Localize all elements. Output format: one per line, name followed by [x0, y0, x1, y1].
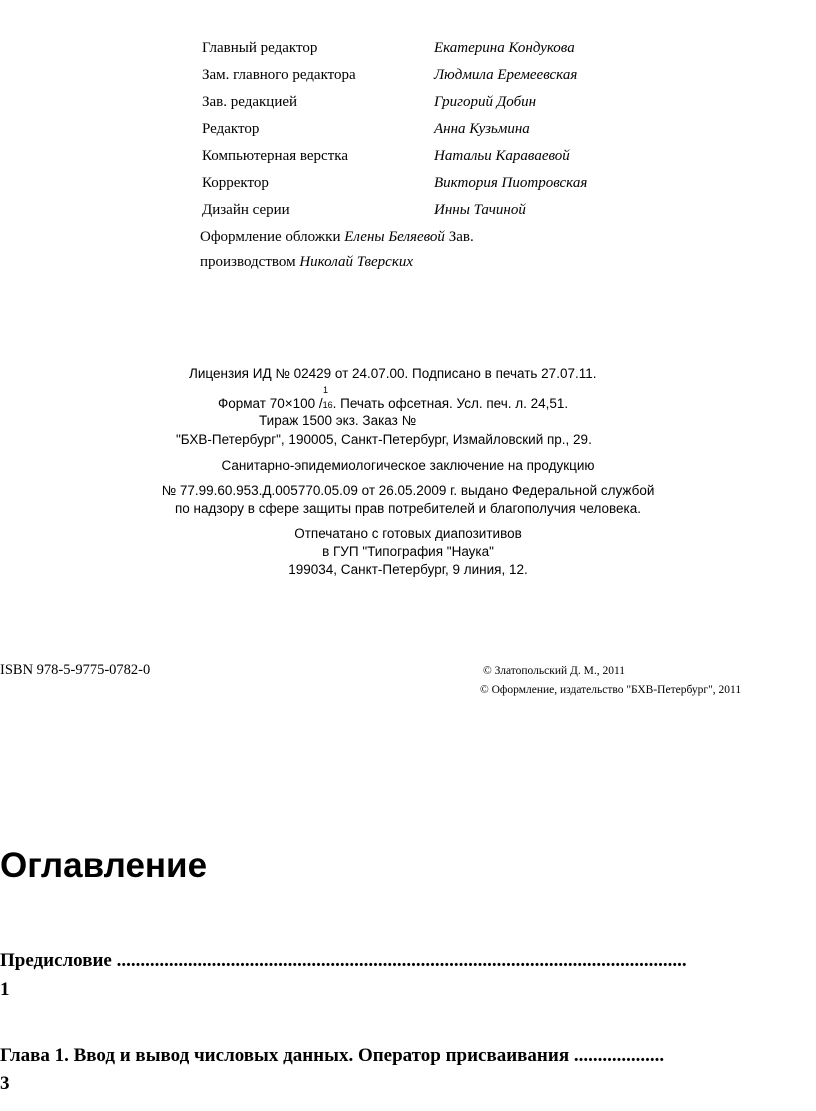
- credit-name: Натальи Караваевой: [434, 148, 570, 164]
- credit-role: Редактор: [202, 121, 260, 137]
- production-label: производством: [200, 254, 296, 270]
- credit-name: Инны Тачиной: [434, 202, 526, 218]
- credit-role: Главный редактор: [202, 40, 318, 56]
- toc-entry-label[interactable]: Глава 1. Ввод и вывод числовых данных. Оператор присваивания ...................: [0, 1045, 665, 1066]
- credit-role: Дизайн серии: [202, 202, 290, 218]
- imprint-format-sup: 1: [323, 385, 329, 395]
- imprint-certificate: № 77.99.60.953.Д.005770.05.09 от 26.05.2009 г. выдано Федеральной службой: [161, 483, 655, 498]
- imprint-publisher-address: "БХВ-Петербург", 190005, Санкт-Петербург, Измайловский пр., 29.: [176, 432, 592, 447]
- imprint-run: Тираж 1500 экз. Заказ №: [259, 413, 417, 428]
- imprint-format-a: Формат 70×100 /: [218, 396, 323, 411]
- credit-name: Людмила Еремеевская: [434, 67, 578, 83]
- credit-role: Компьютерная верстка: [202, 148, 348, 164]
- imprint-format: [218, 396, 568, 411]
- credit-role: Зам. главного редактора: [202, 67, 356, 83]
- credit-name: Анна Кузьмина: [434, 121, 530, 137]
- credit-role: Корректор: [202, 175, 269, 191]
- credit-name: Виктория Пиотровская: [434, 175, 588, 191]
- credit-name: Григорий Добин: [434, 94, 537, 110]
- isbn: ISBN 978-5-9775-0782-0: [0, 662, 151, 678]
- credit-production-line: [200, 249, 413, 276]
- credit-cover-line: [200, 224, 474, 251]
- toc-entry-page: 3: [0, 1073, 10, 1094]
- credit-role: Зав. редакцией: [202, 94, 298, 110]
- production-name: Николай Тверских: [299, 254, 413, 270]
- toc-title: Оглавление: [0, 846, 208, 885]
- imprint-format-sub: 16: [322, 400, 333, 410]
- imprint-format-b: . Печать офсетная. Усл. печ. л. 24,51.: [332, 396, 569, 411]
- cover-tail: Зав.: [448, 229, 474, 245]
- copyright-author: © Златопольский Д. М., 2011: [483, 665, 626, 677]
- cover-name: Елены Беляевой: [344, 229, 445, 245]
- imprint-sanitary: Санитарно-эпидемиологическое заключение на продукцию: [221, 458, 595, 473]
- imprint-printer: в ГУП "Типография "Наука": [322, 544, 494, 559]
- toc-entry-page: 1: [0, 979, 10, 1000]
- imprint-printed: Отпечатано с готовых диапозитивов: [294, 526, 522, 541]
- credit-name: Екатерина Кондукова: [434, 40, 575, 56]
- toc-entry-label[interactable]: Предисловие ........................................................................................................................: [0, 950, 687, 971]
- copyright-publisher: © Оформление, издательство "БХВ-Петербург", 2011: [480, 684, 742, 696]
- imprint-authority: по надзору в сфере защиты прав потребителей и благополучия человека.: [174, 501, 642, 516]
- imprint-license: Лицензия ИД № 02429 от 24.07.00. Подписано в печать 27.07.11.: [189, 366, 597, 381]
- imprint-printer-address: 199034, Санкт-Петербург, 9 линия, 12.: [288, 562, 528, 577]
- cover-label: Оформление обложки: [200, 229, 341, 245]
